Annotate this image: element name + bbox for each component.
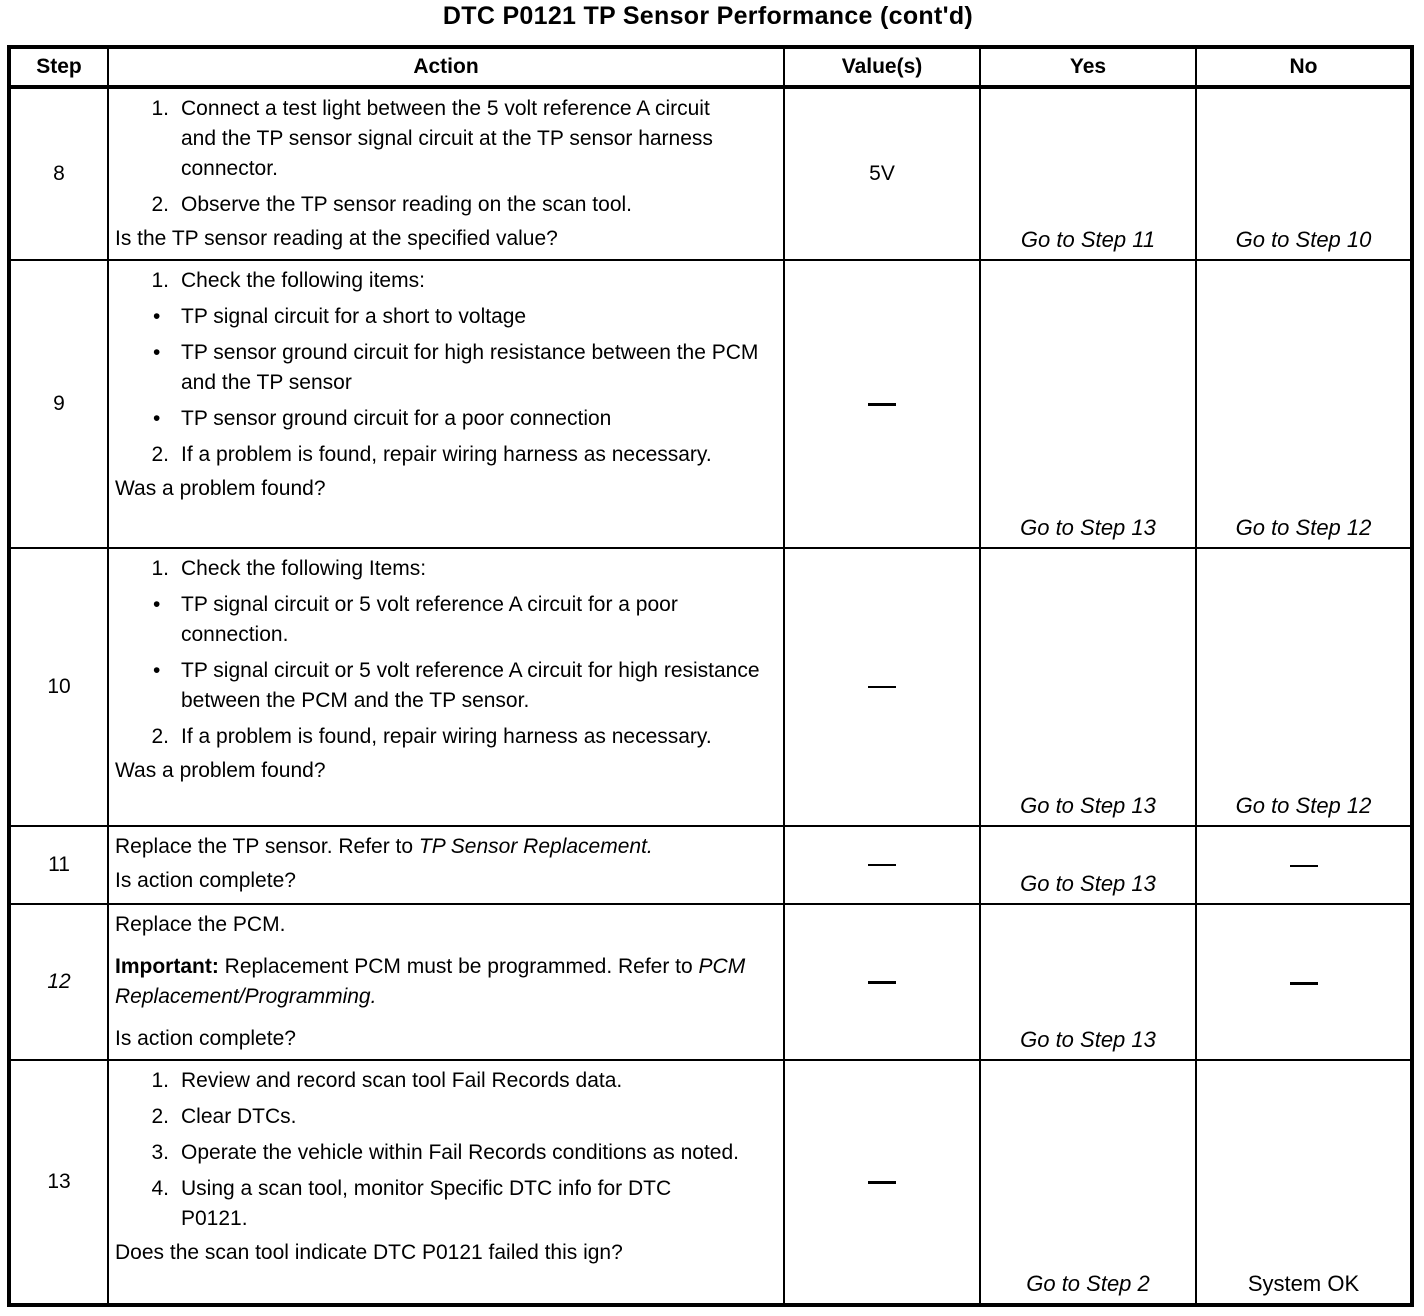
reference-link[interactable]: PCM Replacement/Programming. [115, 955, 746, 1008]
table-row-step-10 [9, 548, 1412, 826]
action-bullet [115, 656, 779, 716]
header-row [9, 47, 1412, 87]
step-number: 13 [9, 1060, 108, 1305]
diagnostic-table [7, 45, 1414, 1307]
no-cell: Go to Step 12 [1196, 548, 1412, 826]
table-row-step-13 [9, 1060, 1412, 1305]
action-question: Is action complete? [115, 1027, 296, 1050]
important-text: Replacement PCM must be programmed. Refer to [218, 955, 699, 978]
value-cell [784, 826, 980, 904]
action-text: Replace the PCM. [115, 913, 286, 936]
item-number: 2. [151, 725, 169, 748]
yes-cell: Go to Step 13 [980, 826, 1196, 904]
action-question: Does the scan tool indicate DTC P0121 failed this ign? [115, 1241, 623, 1264]
header-step: Step [9, 47, 108, 87]
item-number: 2. [151, 193, 169, 216]
action-item [115, 554, 779, 584]
step-number: 9 [9, 260, 108, 548]
value-cell [784, 904, 980, 1060]
item-text: TP signal circuit or 5 volt reference A circuit for high resistance between the PCM and the TP sensor. [181, 659, 760, 712]
action-question: Is the TP sensor reading at the specified value? [115, 227, 558, 250]
page-title: DTC P0121 TP Sensor Performance (cont'd) [442, 2, 974, 30]
bullet: • [153, 659, 161, 682]
dash-mark [868, 686, 896, 688]
bullet: • [153, 341, 161, 364]
value-cell [784, 548, 980, 826]
action-item [115, 1102, 779, 1132]
action-item [115, 266, 779, 296]
item-text: Check the following Items: [181, 557, 427, 580]
item-number: 2. [151, 443, 169, 466]
dash-mark [868, 981, 896, 984]
bullet: • [153, 305, 161, 328]
dash-mark [1290, 865, 1318, 867]
action-text-plain: Replace the TP sensor. Refer to [115, 835, 419, 858]
step-number: 12 [9, 904, 108, 1060]
action-text [115, 832, 779, 862]
item-text: TP sensor ground circuit for high resistance between the PCM and the TP sensor [181, 341, 759, 394]
item-text: If a problem is found, repair wiring harness as necessary. [181, 725, 712, 748]
table-row-step-12 [9, 904, 1412, 1060]
table-row-step-11 [9, 826, 1412, 904]
dash-mark [868, 1181, 896, 1184]
item-text: If a problem is found, repair wiring harness as necessary. [181, 443, 712, 466]
yes-cell: Go to Step 11 [980, 87, 1196, 260]
action-question: Is action complete? [115, 869, 296, 892]
bullet: • [153, 593, 161, 616]
item-number: 2. [151, 1105, 169, 1128]
item-text: Check the following items: [181, 269, 425, 292]
table-row-step-9 [9, 260, 1412, 548]
yes-cell: Go to Step 13 [980, 260, 1196, 548]
action-cell [108, 260, 784, 548]
dash-mark [1290, 982, 1318, 985]
item-text: TP signal circuit for a short to voltage [181, 305, 527, 328]
header-action: Action [108, 47, 784, 87]
item-text: TP sensor ground circuit for a poor connection [181, 407, 612, 430]
action-bullet [115, 404, 779, 434]
no-cell [1196, 904, 1412, 1060]
action-bullet [115, 590, 779, 650]
important-note [115, 952, 779, 1012]
action-cell [108, 87, 784, 260]
item-text: Using a scan tool, monitor Specific DTC info for DTC P0121. [181, 1177, 672, 1230]
action-bullet [115, 302, 779, 332]
action-cell [108, 1060, 784, 1305]
action-question: Was a problem found? [115, 477, 326, 500]
action-item [115, 1174, 779, 1234]
value-cell [784, 260, 980, 548]
important-label: Important: [115, 955, 219, 978]
step-number: 8 [9, 87, 108, 260]
item-text: Clear DTCs. [181, 1105, 297, 1128]
action-item [115, 1138, 779, 1168]
action-item [115, 1066, 779, 1096]
action-cell [108, 548, 784, 826]
item-number: 1. [151, 97, 169, 120]
action-item [115, 190, 779, 220]
dash-mark [868, 403, 896, 406]
table-row-step-8 [9, 87, 1412, 260]
header-yes: Yes [980, 47, 1196, 87]
item-number: 3. [151, 1141, 169, 1164]
action-cell [108, 826, 784, 904]
item-text: Observe the TP sensor reading on the scan tool. [181, 193, 632, 216]
action-item [115, 722, 779, 752]
yes-cell: Go to Step 13 [980, 548, 1196, 826]
item-text: TP signal circuit or 5 volt reference A circuit for a poor connection. [181, 593, 678, 646]
no-cell [1196, 826, 1412, 904]
action-item [115, 440, 779, 470]
action-question: Was a problem found? [115, 759, 326, 782]
dash-mark [868, 864, 896, 866]
item-number: 4. [151, 1177, 169, 1200]
item-text: Connect a test light between the 5 volt reference A circuit and the TP sensor signal circuit at the TP sensor harness connector. [181, 97, 713, 180]
item-number: 1. [151, 1069, 169, 1092]
yes-cell: Go to Step 2 [980, 1060, 1196, 1305]
value-cell: 5V [784, 87, 980, 260]
no-cell: Go to Step 10 [1196, 87, 1412, 260]
no-cell: Go to Step 12 [1196, 260, 1412, 548]
action-bullet [115, 338, 779, 398]
header-no: No [1196, 47, 1412, 87]
action-cell [108, 904, 784, 1060]
header-values: Value(s) [784, 47, 980, 87]
item-text: Operate the vehicle within Fail Records conditions as noted. [181, 1141, 739, 1164]
reference-link[interactable]: TP Sensor Replacement. [418, 835, 653, 858]
yes-cell: Go to Step 13 [980, 904, 1196, 1060]
action-item [115, 94, 779, 184]
item-number: 1. [151, 557, 169, 580]
bullet: • [153, 407, 161, 430]
item-text: Review and record scan tool Fail Records data. [181, 1069, 623, 1092]
step-number: 11 [9, 826, 108, 904]
no-cell: System OK [1196, 1060, 1412, 1305]
value-cell [784, 1060, 980, 1305]
step-number: 10 [9, 548, 108, 826]
item-number: 1. [151, 269, 169, 292]
